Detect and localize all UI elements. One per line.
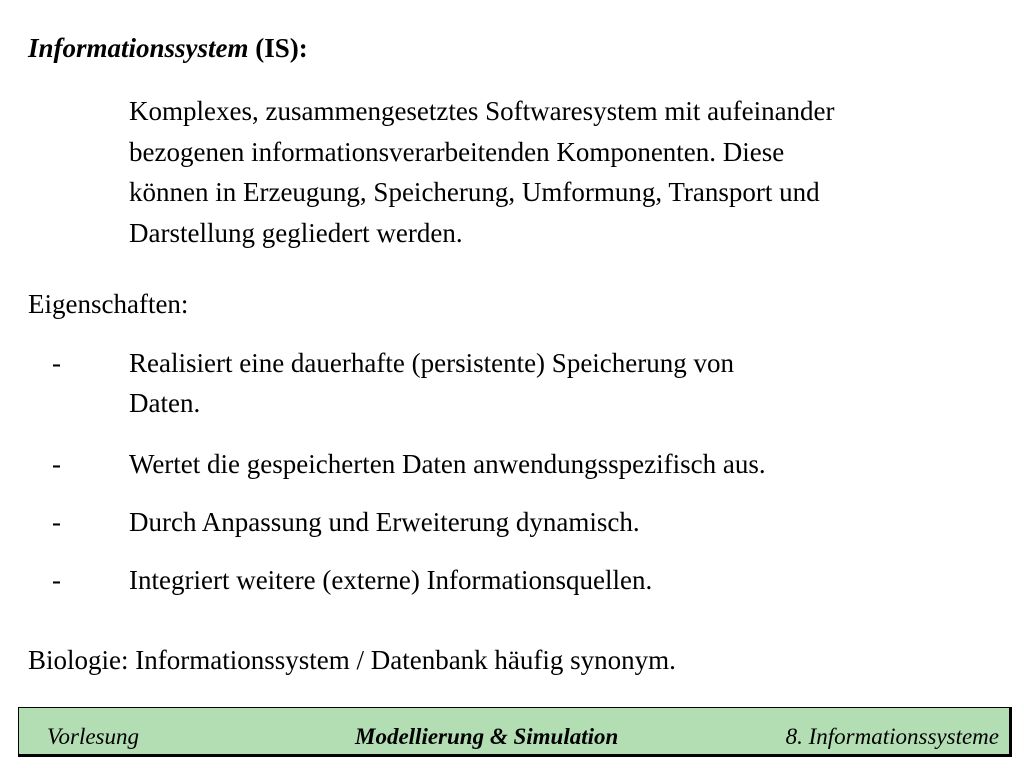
footer-bar: [18, 707, 1012, 757]
property-text: [129, 560, 989, 600]
definition-line: Komplexes, zusammengesetztes Softwaresystem mit aufeinander: [129, 96, 835, 126]
property-text: [129, 502, 989, 542]
property-line: Durch Anpassung und Erweiterung dynamisch.: [129, 507, 640, 537]
bullet-dash: -: [52, 507, 61, 537]
definition-line: Darstellung gegliedert werden.: [129, 217, 463, 248]
property-line: Wertet die gespeicherten Daten anwendungsspezifisch aus.: [129, 449, 766, 479]
properties-heading: Eigenschaften:: [28, 289, 189, 319]
property-line: Daten.: [129, 388, 201, 418]
bullet-dash: -: [52, 565, 61, 595]
property-text: [129, 444, 989, 484]
footer-lecture-title: Modellierung & Simulation: [355, 724, 619, 749]
definition-term: Informationssystem: [28, 33, 249, 63]
bullet-dash: -: [52, 449, 61, 479]
definition-line: bezogenen informationsverarbeitenden Komponenten. Diese: [129, 136, 785, 167]
definition-heading: [28, 28, 308, 68]
biology-note: Biologie: Informationssystem / Datenbank häufig synonym.: [28, 645, 676, 675]
definition-text: [129, 91, 1009, 253]
property-text: [129, 343, 989, 423]
definition-abbreviation: (IS):: [255, 33, 308, 63]
property-line: Integriert weitere (externe) Informationsquellen.: [129, 565, 653, 595]
footer-course-label: Vorlesung: [47, 724, 139, 749]
property-line: Realisiert eine dauerhafte (persistente) Speicherung von: [129, 348, 735, 378]
footer-chapter-label: 8. Informationssysteme: [785, 724, 999, 749]
definition-line: können in Erzeugung, Speicherung, Umformung, Transport und: [129, 177, 820, 207]
bullet-dash: -: [52, 348, 61, 378]
